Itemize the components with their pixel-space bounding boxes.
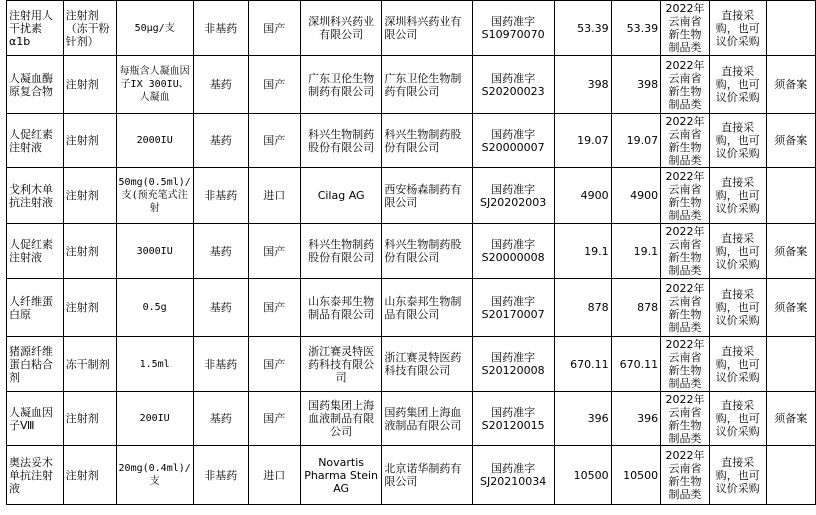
drug-name-cell	[7, 279, 64, 337]
price-limit-cell	[611, 168, 661, 224]
essential-drug-cell	[193, 56, 248, 114]
price-cell-text: 19.1	[584, 244, 609, 258]
procurement-method-cell	[709, 392, 766, 446]
essential-drug-cell	[193, 279, 248, 337]
origin-cell	[248, 337, 300, 392]
table-row	[7, 56, 816, 114]
essential-drug-cell-text: 非基药	[204, 21, 238, 35]
dosage-form-cell	[63, 392, 116, 446]
origin-cell-text: 国产	[263, 244, 286, 258]
procurement-method-cell	[709, 114, 766, 168]
dosage-form-cell-text: 注射剂	[65, 468, 99, 482]
origin-cell-text: 进口	[263, 189, 286, 202]
essential-drug-cell-text: 基药	[209, 412, 232, 425]
dosage-form-cell-text: 注射剂	[65, 78, 99, 91]
manufacturer-cell-text: 国药集团上海血液制品有限公司	[308, 399, 375, 438]
dosage-form-cell-text: 注射剂	[65, 301, 99, 314]
dosage-form-cell	[63, 168, 116, 224]
specification-cell-text: 50μg/支	[134, 22, 175, 34]
origin-cell	[248, 168, 300, 224]
category-cell	[661, 114, 710, 168]
price-cell	[554, 279, 611, 337]
essential-drug-cell-text: 基药	[209, 134, 232, 147]
price-cell-text: 53.39	[577, 21, 609, 35]
license-holder-cell-text: 科兴生物制药股份有限公司	[384, 127, 462, 154]
specification-cell	[116, 337, 193, 392]
category-cell	[661, 56, 710, 114]
license-holder-cell-text: 深圳科兴药业有限公司	[384, 15, 462, 41]
price-cell	[554, 56, 611, 114]
procurement-method-cell-text: 直接采购，也可议价采购	[715, 288, 760, 327]
license-holder-cell-text: 西安杨森制药有限公司	[384, 182, 462, 209]
origin-cell	[248, 1, 300, 56]
approval-number-cell-text: 国药准字S20000008	[481, 238, 545, 264]
manufacturer-cell	[300, 337, 382, 392]
origin-cell	[248, 279, 300, 337]
category-cell	[661, 392, 710, 446]
filing-cell	[766, 279, 815, 337]
procurement-method-cell-text: 直接采购，也可议价采购	[715, 399, 760, 438]
manufacturer-cell-text: Novartis Pharma Stein AG	[304, 455, 378, 495]
essential-drug-cell	[193, 337, 248, 392]
specification-cell-text: 50mg(0.5ml)/支(预充笔式注射	[118, 177, 191, 214]
specification-cell	[116, 279, 193, 337]
price-cell	[554, 224, 611, 279]
category-cell-text: 2022年云南省新生物制品类	[665, 114, 705, 167]
manufacturer-cell-text: 科兴生物制药股份有限公司	[308, 238, 375, 264]
drug-name-cell-text: 人促红素注射液	[9, 127, 53, 154]
price-cell-text: 878	[587, 301, 609, 314]
dosage-form-cell-text: 冻干制剂	[65, 357, 110, 371]
approval-number-cell-text: 国药准字SJ20210034	[480, 462, 547, 488]
price-cell-text: 670.11	[570, 357, 609, 371]
specification-cell-text: 每瓶含人凝血因子IX 300IU、人凝血	[119, 66, 190, 103]
origin-cell-text: 国产	[263, 78, 286, 91]
price-limit-cell-text: 396	[637, 412, 659, 425]
essential-drug-cell	[193, 392, 248, 446]
specification-cell-text: 2000IU	[136, 135, 173, 146]
license-holder-cell	[382, 337, 472, 392]
procurement-method-cell-text: 直接采购，也可议价采购	[715, 8, 760, 48]
manufacturer-cell-text: 山东泰邦生物制品有限公司	[308, 294, 375, 321]
category-cell	[661, 224, 710, 279]
drug-name-cell	[7, 392, 64, 446]
essential-drug-cell	[193, 1, 248, 56]
license-holder-cell-text: 北京诺华制药有限公司	[384, 462, 462, 488]
dosage-form-cell-text: 注射剂	[65, 189, 99, 202]
price-cell-text: 4900	[580, 189, 609, 202]
filing-cell	[766, 224, 815, 279]
origin-cell	[248, 392, 300, 446]
procurement-method-cell-text: 直接采购，也可议价采购	[715, 344, 760, 384]
dosage-form-cell-text: 注射剂	[65, 412, 99, 425]
price-cell-text: 19.07	[577, 134, 609, 147]
category-cell	[661, 279, 710, 337]
specification-cell	[116, 168, 193, 224]
category-cell-text: 2022年云南省新生物制品类	[665, 281, 705, 334]
dosage-form-cell	[63, 224, 116, 279]
approval-number-cell-text: 国药准字S20120015	[481, 405, 545, 432]
table-row	[7, 224, 816, 279]
price-limit-cell	[611, 337, 661, 392]
drug-name-cell	[7, 168, 64, 224]
price-limit-cell-text: 670.11	[619, 357, 659, 371]
license-holder-cell	[382, 279, 472, 337]
specification-cell	[116, 56, 193, 114]
category-cell-text: 2022年云南省新生物制品类	[665, 338, 705, 390]
price-limit-cell-text: 4900	[630, 189, 659, 202]
filing-cell	[766, 168, 815, 224]
table-row	[7, 392, 816, 446]
manufacturer-cell	[300, 224, 382, 279]
price-cell	[554, 446, 611, 505]
drug-name-cell-text: 猪源纤维蛋白粘合剂	[9, 344, 53, 384]
drug-name-cell-text: 戈利木单抗注射液	[9, 182, 53, 209]
filing-cell-text: 须备案	[774, 412, 808, 425]
filing-cell	[766, 337, 815, 392]
license-holder-cell	[382, 224, 472, 279]
essential-drug-cell-text: 基药	[209, 301, 232, 314]
license-holder-cell	[382, 1, 472, 56]
filing-cell	[766, 1, 815, 56]
approval-number-cell	[472, 279, 554, 337]
filing-cell	[766, 56, 815, 114]
essential-drug-cell-text: 非基药	[204, 189, 238, 202]
procurement-method-cell	[709, 168, 766, 224]
price-limit-cell-text: 878	[637, 301, 659, 314]
manufacturer-cell-text: Cilag AG	[317, 189, 365, 202]
dosage-form-cell	[63, 56, 116, 114]
approval-number-cell-text: 国药准字S20170007	[481, 294, 545, 321]
approval-number-cell	[472, 337, 554, 392]
license-holder-cell-text: 浙江赛灵特医药科技有限公司	[384, 351, 462, 377]
price-limit-cell-text: 19.07	[626, 134, 659, 147]
essential-drug-cell-text: 基药	[209, 244, 232, 258]
origin-cell	[248, 224, 300, 279]
manufacturer-cell	[300, 114, 382, 168]
approval-number-cell-text: 国药准字S20200023	[481, 71, 545, 98]
filing-cell-text: 须备案	[774, 244, 808, 258]
origin-cell	[248, 114, 300, 168]
drug-name-cell	[7, 114, 64, 168]
category-cell-text: 2022年云南省新生物制品类	[665, 225, 705, 277]
approval-number-cell	[472, 1, 554, 56]
category-cell-text: 2022年云南省新生物制品类	[665, 169, 705, 222]
manufacturer-cell-text: 浙江赛灵特医药科技有限公司	[308, 344, 375, 384]
price-cell	[554, 168, 611, 224]
price-cell	[554, 114, 611, 168]
manufacturer-cell	[300, 392, 382, 446]
approval-number-cell	[472, 392, 554, 446]
approval-number-cell-text: 国药准字S10970070	[481, 15, 545, 41]
drug-name-cell	[7, 56, 64, 114]
license-holder-cell	[382, 446, 472, 505]
category-cell-text: 2022年云南省新生物制品类	[665, 2, 705, 54]
procurement-method-cell	[709, 446, 766, 505]
price-cell	[554, 392, 611, 446]
essential-drug-cell-text: 非基药	[204, 468, 238, 482]
table-row	[7, 1, 816, 56]
origin-cell-text: 国产	[263, 301, 286, 314]
essential-drug-cell	[193, 114, 248, 168]
procurement-method-cell-text: 直接采购，也可议价采购	[715, 176, 760, 215]
filing-cell-text: 须备案	[774, 78, 808, 91]
price-limit-cell-text: 19.1	[633, 244, 659, 258]
manufacturer-cell	[300, 1, 382, 56]
category-cell-text: 2022年云南省新生物制品类	[665, 58, 705, 111]
specification-cell	[116, 392, 193, 446]
drug-name-cell-text: 人纤维蛋白原	[9, 294, 53, 321]
origin-cell-text: 国产	[263, 21, 286, 35]
price-limit-cell	[611, 446, 661, 505]
manufacturer-cell-text: 深圳科兴药业有限公司	[308, 15, 375, 41]
approval-number-cell	[472, 446, 554, 505]
drug-name-cell-text: 奥法妥木单抗注射液	[9, 455, 53, 495]
procurement-method-cell	[709, 1, 766, 56]
approval-number-cell	[472, 224, 554, 279]
specification-cell-text: 20mg(0.4ml)/支	[118, 463, 191, 487]
procurement-method-cell-text: 直接采购，也可议价采购	[715, 455, 760, 495]
category-cell	[661, 1, 710, 56]
essential-drug-cell-text: 基药	[209, 78, 232, 91]
origin-cell-text: 国产	[263, 134, 286, 147]
manufacturer-cell-text: 广东卫伦生物制药有限公司	[308, 71, 375, 98]
price-limit-cell	[611, 392, 661, 446]
table-row	[7, 446, 816, 505]
drug-name-cell	[7, 446, 64, 505]
approval-number-cell-text: 国药准字SJ20202003	[480, 182, 547, 209]
category-cell	[661, 337, 710, 392]
drug-name-cell	[7, 337, 64, 392]
approval-number-cell	[472, 56, 554, 114]
manufacturer-cell-text: 科兴生物制药股份有限公司	[308, 127, 375, 154]
category-cell-text: 2022年云南省新生物制品类	[665, 392, 705, 445]
dosage-form-cell	[63, 1, 116, 56]
price-limit-cell	[611, 279, 661, 337]
approval-number-cell-text: 国药准字S20120008	[481, 351, 545, 377]
license-holder-cell-text: 广东卫伦生物制药有限公司	[384, 71, 462, 98]
procurement-method-cell	[709, 224, 766, 279]
specification-cell-text: 3000IU	[136, 245, 173, 257]
dosage-form-cell-text: 注射剂（冻干粉针剂）	[65, 8, 110, 48]
price-limit-cell	[611, 1, 661, 56]
specification-cell-text: 200IU	[139, 413, 170, 424]
license-holder-cell-text: 山东泰邦生物制品有限公司	[384, 294, 462, 321]
filing-cell	[766, 114, 815, 168]
essential-drug-cell-text: 非基药	[204, 357, 238, 371]
essential-drug-cell	[193, 168, 248, 224]
drug-name-cell-text: 人凝血酶原复合物	[9, 71, 53, 98]
procurement-method-cell	[709, 56, 766, 114]
dosage-form-cell	[63, 114, 116, 168]
manufacturer-cell	[300, 168, 382, 224]
drug-name-cell-text: 人促红素注射液	[9, 238, 53, 264]
filing-cell	[766, 446, 815, 505]
origin-cell-text: 国产	[263, 412, 286, 425]
dosage-form-cell-text: 注射剂	[65, 244, 99, 258]
price-limit-cell-text: 398	[637, 78, 659, 91]
price-limit-cell-text: 10500	[623, 468, 659, 482]
approval-number-cell	[472, 114, 554, 168]
specification-cell	[116, 224, 193, 279]
procurement-method-cell	[709, 279, 766, 337]
price-cell	[554, 337, 611, 392]
specification-cell-text: 0.5g	[142, 302, 167, 313]
origin-cell-text: 进口	[263, 468, 286, 482]
drug-name-cell-text: 注射用人干扰素α1b	[9, 8, 53, 48]
price-limit-cell	[611, 224, 661, 279]
price-limit-cell	[611, 56, 661, 114]
license-holder-cell	[382, 392, 472, 446]
drug-name-cell	[7, 1, 64, 56]
procurement-method-cell	[709, 337, 766, 392]
filing-cell	[766, 392, 815, 446]
manufacturer-cell	[300, 279, 382, 337]
dosage-form-cell-text: 注射剂	[65, 134, 99, 147]
procurement-method-cell-text: 直接采购，也可议价采购	[715, 121, 760, 160]
approval-number-cell	[472, 168, 554, 224]
origin-cell	[248, 446, 300, 505]
procurement-method-cell-text: 直接采购，也可议价采购	[715, 65, 760, 104]
essential-drug-cell	[193, 224, 248, 279]
essential-drug-cell	[193, 446, 248, 505]
category-cell	[661, 168, 710, 224]
price-cell	[554, 1, 611, 56]
table-row	[7, 279, 816, 337]
dosage-form-cell	[63, 446, 116, 505]
filing-cell-text: 须备案	[774, 134, 808, 147]
manufacturer-cell	[300, 446, 382, 505]
category-cell	[661, 446, 710, 505]
drug-name-cell	[7, 224, 64, 279]
table-row	[7, 168, 816, 224]
origin-cell-text: 国产	[263, 357, 286, 371]
price-limit-cell-text: 53.39	[626, 21, 659, 35]
procurement-method-cell-text: 直接采购，也可议价采购	[715, 231, 760, 271]
specification-cell-text: 1.5ml	[139, 358, 170, 370]
drug-name-cell-text: 人凝血因子Ⅷ	[9, 405, 53, 432]
manufacturer-cell	[300, 56, 382, 114]
specification-cell	[116, 114, 193, 168]
license-holder-cell	[382, 114, 472, 168]
license-holder-cell-text: 国药集团上海血液制品有限公司	[384, 405, 462, 432]
table-row	[7, 337, 816, 392]
specification-cell	[116, 446, 193, 505]
specification-cell	[116, 1, 193, 56]
table-row	[7, 114, 816, 168]
approval-number-cell-text: 国药准字S20000007	[481, 127, 545, 154]
price-cell-text: 10500	[573, 468, 609, 482]
price-limit-cell	[611, 114, 661, 168]
dosage-form-cell	[63, 279, 116, 337]
price-cell-text: 396	[587, 412, 609, 425]
license-holder-cell	[382, 168, 472, 224]
license-holder-cell-text: 科兴生物制药股份有限公司	[384, 238, 462, 264]
price-cell-text: 398	[587, 78, 609, 91]
filing-cell-text: 须备案	[774, 301, 808, 314]
license-holder-cell	[382, 56, 472, 114]
category-cell-text: 2022年云南省新生物制品类	[665, 449, 705, 501]
dosage-form-cell	[63, 337, 116, 392]
origin-cell	[248, 56, 300, 114]
drug-catalog-table	[6, 0, 816, 505]
